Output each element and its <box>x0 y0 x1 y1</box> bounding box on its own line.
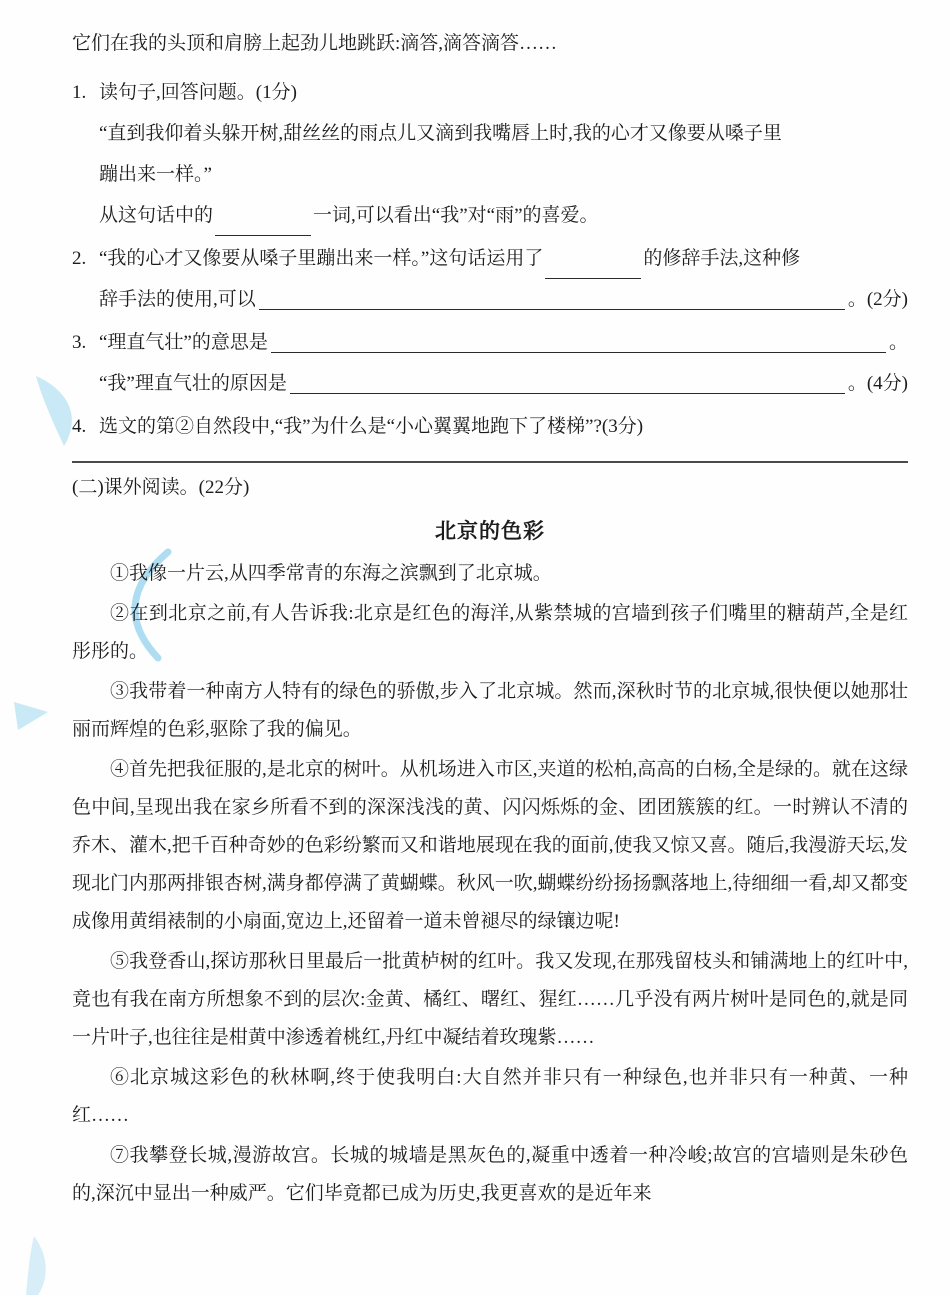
question-2 <box>72 238 908 320</box>
passage-continuation-line: 它们在我的头顶和肩膀上起劲儿地跳跃:滴答,滴答滴答…… <box>72 33 558 54</box>
passage-paragraph-6: ⑥北京城这彩色的秋林啊,终于使我明白:大自然并非只有一种绿色,也并非只有一种黄、一种红…… <box>72 1067 908 1126</box>
question-2-number: 2. <box>72 248 87 269</box>
question-3-text-3: “我”理直气壮的原因是 <box>99 373 287 394</box>
reading-passage <box>72 555 908 1213</box>
question-3-text-2: 。 <box>888 332 908 353</box>
question-2-text-1: “我的心才又像要从嗓子里蹦出来一样。”这句话运用了 <box>99 248 544 269</box>
passage-paragraph-5: ⑤我登香山,探访那秋日里最后一批黄栌树的红叶。我又发现,在那残留枝头和铺满地上的红叶中,竟也有我在南方所想象不到的层次:金黄、橘红、曙红、猩红……几乎没有两片树叶是同色的,就是同一片叶子,也往往是柑黄中渗透着桃红,丹红中凝结着玫瑰紫…… <box>72 951 908 1048</box>
answer-blank <box>271 322 886 353</box>
question-4-number: 4. <box>72 416 87 437</box>
question-4-line <box>72 406 908 447</box>
question-1-body <box>72 113 908 236</box>
question-3-fill-row-2 <box>99 363 908 404</box>
question-2-text-4: 。(2分) <box>847 289 908 310</box>
reading-section <box>72 467 908 1213</box>
question-1-fill-after: 一词,可以看出“我”对“雨”的喜爱。 <box>313 205 599 226</box>
question-1-number: 1. <box>72 82 87 103</box>
decor-streak-bottom-left <box>26 1236 46 1295</box>
question-3 <box>72 322 908 404</box>
question-1 <box>72 72 908 236</box>
question-2-text-3: 辞手法的使用,可以 <box>99 289 256 310</box>
passage-title: 北京的色彩 <box>435 519 545 543</box>
question-1-quote-line-1: “直到我仰着头躲开树,甜丝丝的雨点儿又滴到我嘴唇上时,我的心才又像要从嗓子里 <box>99 123 782 144</box>
question-3-fill-row-1 <box>72 322 908 363</box>
question-section <box>72 22 908 447</box>
question-1-fill-line <box>99 195 908 236</box>
answer-blank <box>215 207 311 236</box>
decor-triangle-left <box>14 702 48 730</box>
question-4-text: 选文的第②自然段中,“我”为什么是“小心翼翼地跑下了楼梯”?(3分) <box>99 416 644 437</box>
question-2-line-1 <box>72 238 908 279</box>
question-3-text-1: “理直气壮”的意思是 <box>99 332 268 353</box>
passage-paragraph-4: ④首先把我征服的,是北京的树叶。从机场进入市区,夹道的松柏,高高的白杨,全是绿的。就在这绿色中间,呈现出我在家乡所看不到的深深浅浅的黄、闪闪烁烁的金、团团簇簇的红。一时辨认不清的乔木、灌木,把千百种奇妙的色彩纷繁而又和谐地展现在我的面前,使我又惊又喜。随后,我漫游天坛,发现北门内那两排银杏树,满身都停满了黄蝴蝶。秋风一吹,蝴蝶纷纷扬扬飘落地上,待细细一看,却又都变成像用黄绢裱制的小扇面,宽边上,还留着一道未曾褪尽的绿镶边呢! <box>72 759 909 932</box>
question-1-head <box>72 72 908 113</box>
question-2-fill-row <box>99 279 908 320</box>
question-3-line-2 <box>72 363 908 404</box>
passage-paragraph-3: ③我带着一种南方人特有的绿色的骄傲,步入了北京城。然而,深秋时节的北京城,很快便以她那壮丽而辉煌的色彩,驱除了我的偏见。 <box>72 681 908 740</box>
passage-paragraph-7: ⑦我攀登长城,漫游故宫。长城的城墙是黑灰色的,凝重中透着一种冷峻;故宫的宫墙则是朱砂色的,深沉中显出一种威严。它们毕竟都已成为历史,我更喜欢的是近年来 <box>72 1145 908 1204</box>
answer-blank <box>259 279 845 310</box>
question-1-quote-line-2: 蹦出来一样。” <box>99 164 212 185</box>
section-divider <box>72 461 908 463</box>
answer-blank <box>290 363 845 394</box>
question-1-prompt: 读句子,回答问题。(1分) <box>99 82 297 103</box>
answer-blank <box>545 250 641 279</box>
question-3-number: 3. <box>72 332 87 353</box>
question-3-line-1 <box>72 322 908 363</box>
decor-swoosh-top-left <box>36 376 72 446</box>
question-2-text-2: 的修辞手法,这种修 <box>643 248 801 269</box>
page-content <box>72 22 908 1215</box>
question-4 <box>72 406 908 447</box>
reading-section-heading: (二)课外阅读。(22分) <box>72 477 250 498</box>
question-2-line-2 <box>72 279 908 320</box>
passage-paragraph-1: ①我像一片云,从四季常青的东海之滨飘到了北京城。 <box>110 563 552 584</box>
passage-paragraph-2: ②在到北京之前,有人告诉我:北京是红色的海洋,从紫禁城的宫墙到孩子们嘴里的糖葫芦,全是红彤彤的。 <box>72 603 908 662</box>
question-3-text-4: 。(4分) <box>847 373 908 394</box>
question-1-fill-before: 从这句话中的 <box>99 205 214 226</box>
